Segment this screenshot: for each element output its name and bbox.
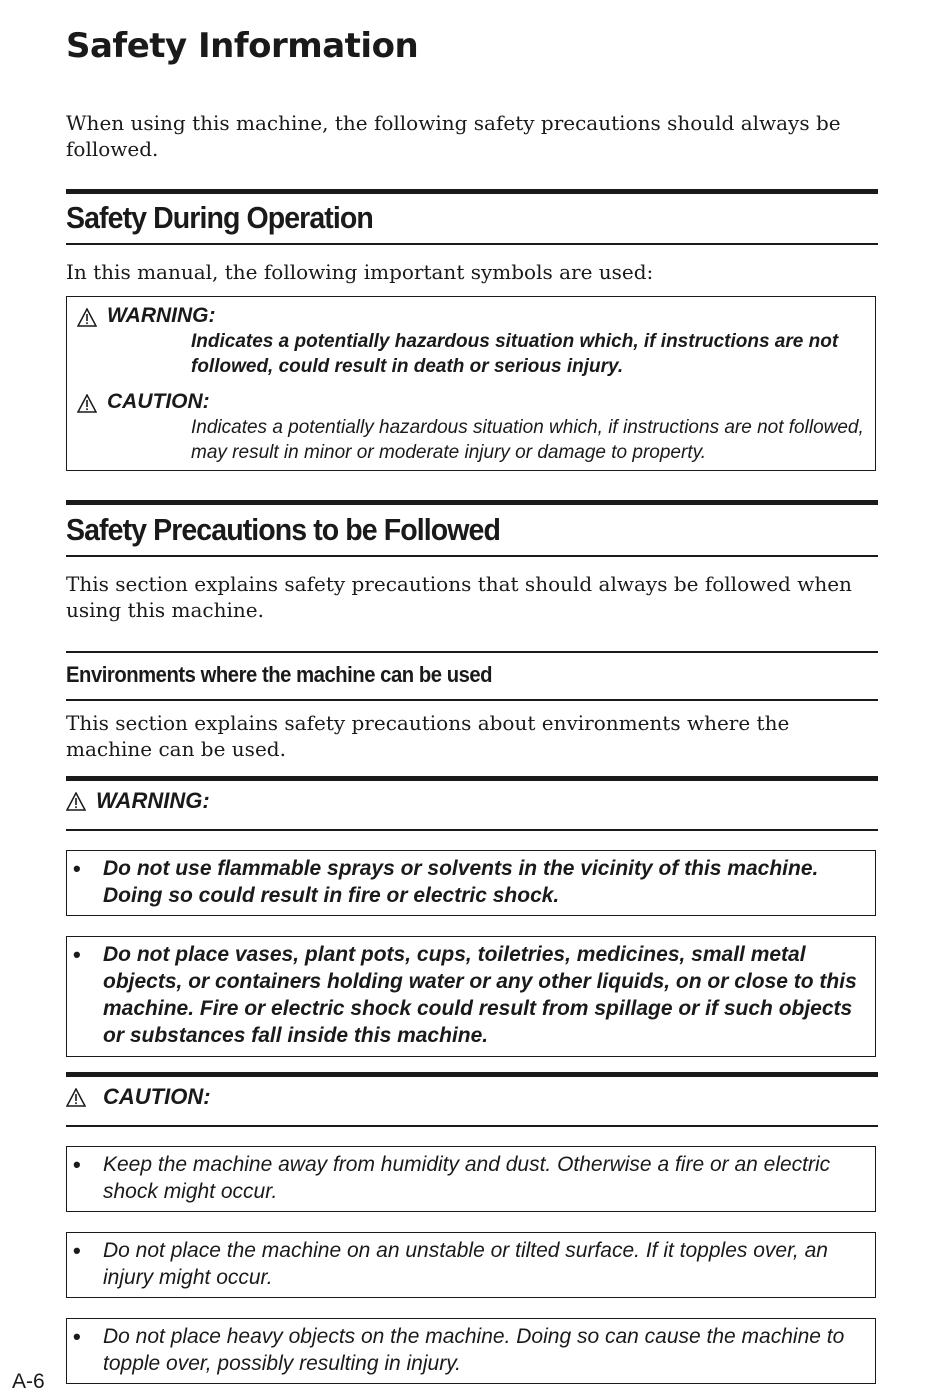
section-bottom-rule bbox=[66, 243, 878, 245]
warning-top-rule bbox=[66, 776, 878, 781]
caution-label: CAUTION: bbox=[103, 1084, 211, 1109]
symbol-desc-caution: Indicates a potentially hazardous situation which, if instructions are not followed, may result in minor or moderate injury or damage to property. bbox=[191, 417, 864, 463]
subsection-bottom-rule bbox=[66, 699, 878, 701]
caution-item bbox=[66, 1146, 876, 1212]
intro-paragraph: When using this machine, the following safety precautions should always be followed. bbox=[66, 111, 841, 161]
section-heading-precautions: Safety Precautions to be Followed bbox=[66, 512, 500, 547]
bullet: • bbox=[73, 1152, 81, 1177]
precautions-intro: This section explains safety precautions that should always be followed when using this machine. bbox=[66, 572, 852, 622]
warning-item bbox=[66, 936, 876, 1057]
section-bottom-rule bbox=[66, 555, 878, 557]
bullet: • bbox=[73, 1324, 81, 1349]
page-number: A-6 bbox=[12, 1370, 45, 1393]
bullet: • bbox=[73, 1238, 81, 1263]
caution-triangle-icon bbox=[66, 1088, 86, 1107]
symbols-legend-box bbox=[66, 296, 876, 471]
warning-bottom-rule bbox=[66, 829, 878, 831]
bullet: • bbox=[73, 942, 81, 967]
caution-item bbox=[66, 1232, 876, 1298]
symbol-desc-warning: Indicates a potentially hazardous situation which, if instructions are not followed, could result in death or serious injury. bbox=[191, 331, 839, 377]
caution-item-text: Do not place heavy objects on the machine. Doing so can cause the machine to topple over, possibly resulting in injury. bbox=[103, 1325, 845, 1375]
caution-item-text: Do not place the machine on an unstable or tilted surface. If it topples over, an injury might occur. bbox=[103, 1239, 828, 1289]
environments-intro: This section explains safety precautions about environments where the machine can be used. bbox=[66, 711, 790, 761]
caution-item-text: Keep the machine away from humidity and dust. Otherwise a fire or an electric shock might occur. bbox=[103, 1153, 831, 1203]
warning-triangle-icon bbox=[77, 308, 97, 327]
symbols-intro: In this manual, the following important symbols are used: bbox=[66, 260, 654, 284]
subsection-heading-environments: Environments where the machine can be used bbox=[66, 662, 493, 687]
page-title: Safety Information bbox=[66, 26, 419, 66]
warning-item-text: Do not use flammable sprays or solvents in the vicinity of this machine. Doing so could result in fire or electric shock. bbox=[103, 857, 819, 907]
section-top-rule bbox=[66, 189, 878, 194]
subsection-top-rule bbox=[66, 651, 878, 653]
warning-triangle-icon bbox=[66, 792, 86, 811]
symbol-label-warning: WARNING: bbox=[107, 304, 216, 327]
warning-item bbox=[66, 850, 876, 916]
caution-top-rule bbox=[66, 1072, 878, 1077]
symbol-label-caution: CAUTION: bbox=[107, 390, 210, 413]
section-top-rule bbox=[66, 500, 878, 505]
warning-item-text: Do not place vases, plant pots, cups, toiletries, medicines, small metal objects, or containers holding water or any other liquids, on or close to this machine. Fire or electric shock could result from spillage or if such objects or substances fall inside this machine. bbox=[103, 943, 857, 1047]
warning-label: WARNING: bbox=[96, 788, 210, 813]
section-heading-operation: Safety During Operation bbox=[66, 200, 373, 235]
caution-bottom-rule bbox=[66, 1125, 878, 1127]
bullet: • bbox=[73, 856, 81, 881]
caution-triangle-icon bbox=[77, 394, 97, 413]
caution-item bbox=[66, 1318, 876, 1384]
